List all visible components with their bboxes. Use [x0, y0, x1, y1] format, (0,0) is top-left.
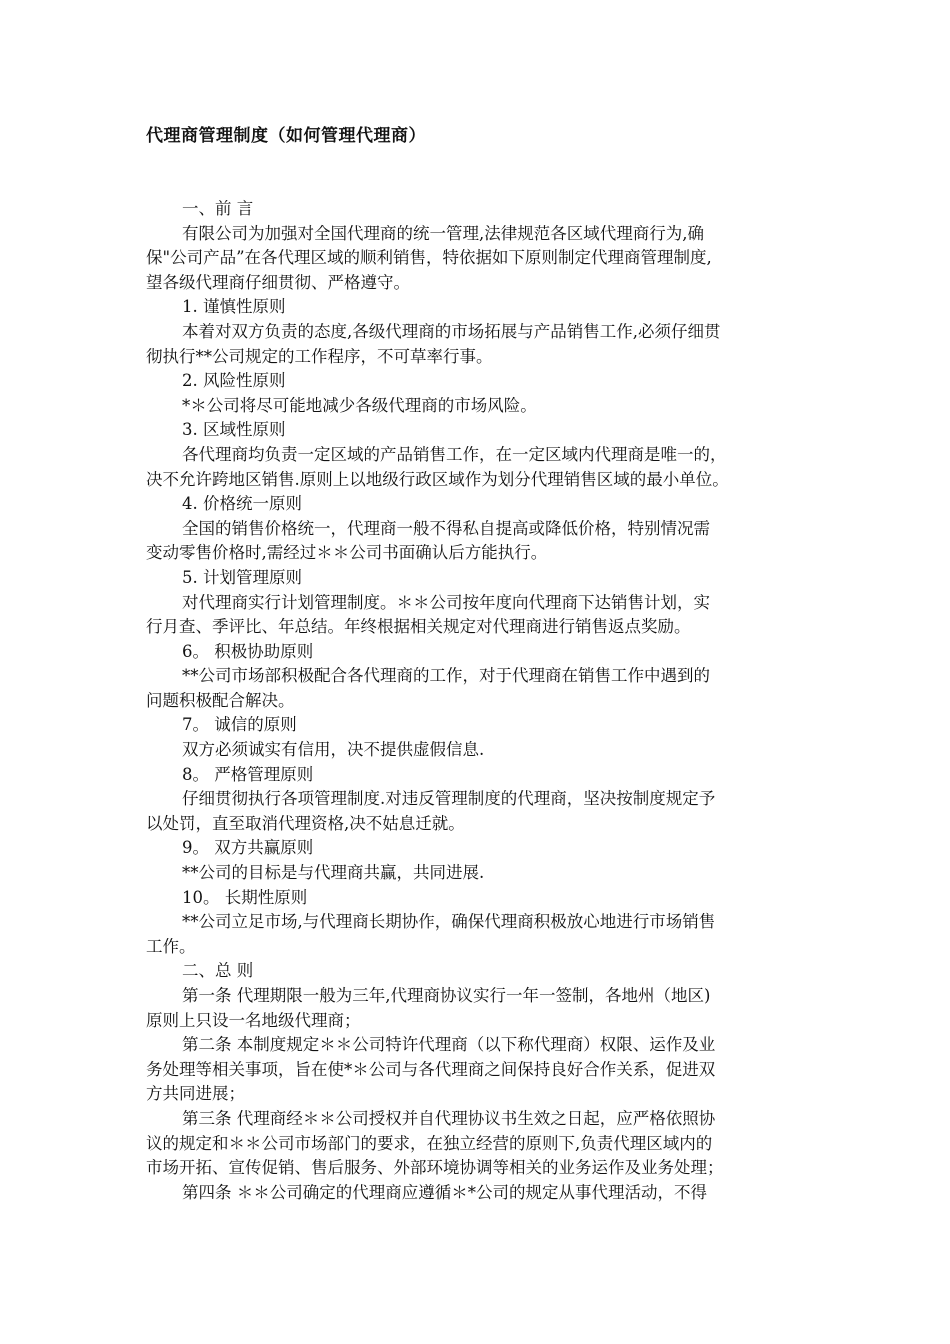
paragraph-line: 市场开拓、宣传促销、售后服务、外部环境协调等相关的业务运作及业务处理；: [146, 1158, 724, 1178]
paragraph: [146, 664, 810, 713]
document-body: [146, 197, 810, 1205]
paragraph-line: 工作。: [146, 936, 196, 956]
paragraph-line: 5. 计划管理原则: [182, 567, 302, 587]
paragraph-line: 保"公司产品”在各代理区域的顺利销售，特依据如下原则制定代理商管理制度,: [146, 248, 712, 268]
paragraph: [146, 886, 810, 911]
paragraph: [146, 861, 810, 886]
paragraph-line: 10。 长期性原则: [182, 887, 308, 907]
document-title: 代理商管理制度（如何管理代理商）: [146, 126, 426, 146]
paragraph-line: 第四条 ＊＊公司确定的代理商应遵循＊*公司的规定从事代理活动，不得: [182, 1182, 707, 1202]
paragraph-line: **公司的目标是与代理商共赢，共同进展.: [182, 863, 485, 883]
paragraph: [146, 222, 810, 296]
paragraph-line: **公司市场部积极配合各代理商的工作，对于代理商在销售工作中遇到的: [182, 666, 710, 686]
paragraph-line: 变动零售价格时,需经过＊＊公司书面确认后方能执行。: [146, 543, 548, 563]
paragraph: [146, 517, 810, 566]
paragraph-line: 2. 风险性原则: [182, 371, 286, 391]
paragraph-line: 6。 积极协助原则: [182, 641, 314, 661]
paragraph: [146, 713, 810, 738]
paragraph: [146, 566, 810, 591]
paragraph: [146, 295, 810, 320]
paragraph: [146, 197, 810, 222]
paragraph: [146, 492, 810, 517]
paragraph: [146, 1107, 810, 1181]
paragraph: [146, 787, 810, 836]
paragraph-line: 议的规定和＊＊公司市场部门的要求，在独立经营的原则下,负责代理区域内的: [146, 1133, 713, 1153]
paragraph-line: 双方必须诚实有信用，决不提供虚假信息.: [182, 740, 485, 760]
paragraph-line: 一、前 言: [182, 199, 254, 218]
paragraph: [146, 591, 810, 640]
paragraph-line: 第三条 代理商经＊＊公司授权并自代理协议书生效之日起，应严格依照协: [182, 1108, 716, 1128]
paragraph-line: 务处理等相关事项，旨在使*＊公司与各代理商之间保持良好合作关系，促进双: [146, 1059, 716, 1079]
paragraph-line: **公司立足市场,与代理商长期协作，确保代理商积极放心地进行市场销售: [182, 912, 716, 932]
paragraph-line: 3. 区域性原则: [182, 420, 286, 440]
paragraph-line: *＊公司将尽可能地减少各级代理商的市场风险。: [182, 395, 537, 415]
paragraph-line: 有限公司为加强对全国代理商的统一管理,法律规范各区域代理商行为,确: [182, 223, 704, 243]
paragraph: [146, 320, 810, 369]
paragraph-line: 彻执行**公司规定的工作程序，不可草率行事。: [146, 346, 493, 366]
paragraph-line: 对代理商实行计划管理制度。＊＊公司按年度向代理商下达销售计划，实: [182, 592, 710, 612]
paragraph: [146, 836, 810, 861]
paragraph-line: 望各级代理商仔细贯彻、严格遵守。: [146, 272, 410, 292]
paragraph: [146, 640, 810, 665]
paragraph-line: 行月查、季评比、年总结。年终根据相关规定对代理商进行销售返点奖励。: [146, 617, 691, 637]
paragraph: [146, 418, 810, 443]
paragraph: [146, 984, 810, 1033]
paragraph-line: 原则上只设一名地级代理商；: [146, 1010, 361, 1030]
paragraph-line: 第一条 代理期限一般为三年,代理商协议实行一年一签制，各地州（地区): [182, 986, 711, 1005]
paragraph-line: 第二条 本制度规定＊＊公司特许代理商（以下称代理商）权限、运作及业: [182, 1035, 716, 1055]
paragraph-line: 4. 价格统一原则: [182, 494, 302, 514]
paragraph: [146, 1181, 810, 1206]
paragraph-line: 决不允许跨地区销售.原则上以地级行政区域作为划分代理销售区域的最小单位。: [146, 469, 729, 489]
paragraph-line: 仔细贯彻执行各项管理制度.对违反管理制度的代理商，坚决按制度规定予: [182, 789, 716, 809]
paragraph-line: 方共同进展；: [146, 1084, 245, 1104]
paragraph-line: 各代理商均负责一定区域的产品销售工作，在一定区域内代理商是唯一的，: [182, 444, 727, 464]
paragraph: [146, 369, 810, 394]
paragraph-line: 1. 谨慎性原则: [182, 297, 286, 317]
paragraph-line: 二、总 则: [182, 961, 254, 981]
paragraph: [146, 394, 810, 419]
paragraph-line: 9。 双方共赢原则: [182, 838, 314, 858]
paragraph: [146, 910, 810, 959]
paragraph: [146, 738, 810, 763]
paragraph: [146, 1033, 810, 1107]
paragraph-line: 问题积极配合解决。: [146, 690, 295, 710]
paragraph-line: 本着对双方负责的态度,各级代理商的市场拓展与产品销售工作,必须仔细贯: [182, 321, 721, 341]
paragraph-line: 全国的销售价格统一，代理商一般不得私自提高或降低价格，特别情况需: [182, 518, 710, 538]
paragraph-line: 8。 严格管理原则: [182, 764, 314, 784]
paragraph-line: 7。 诚信的原则: [182, 715, 297, 735]
paragraph-line: 以处罚，直至取消代理资格,决不姑息迁就。: [146, 813, 465, 833]
paragraph: [146, 443, 810, 492]
paragraph: [146, 763, 810, 788]
paragraph: [146, 959, 810, 984]
